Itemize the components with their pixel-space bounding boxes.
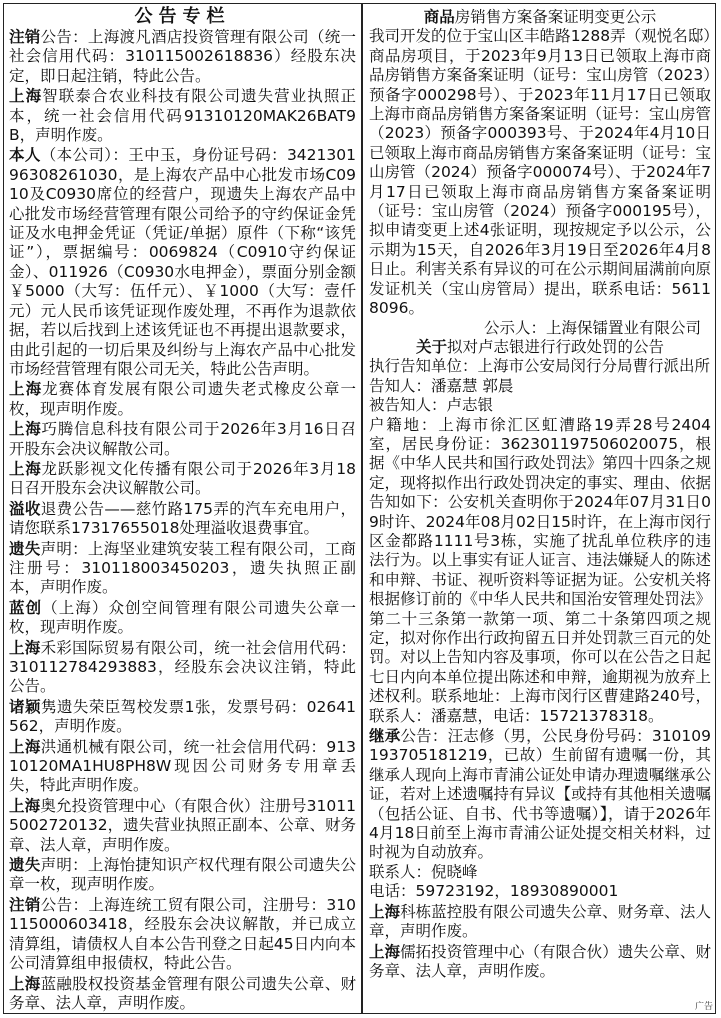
- notice-item: 溢收退费公告——慈竹路175弄的汽车充电用户，请您联系17317655018处理溢收退费事宜。: [9, 499, 356, 538]
- notice-item: 遗失声明：上海坚业建筑安装工程有限公司，工商注册号：310118003450203，遗失执照正副本，声明作废。: [9, 539, 356, 597]
- notice-page-frame: [3, 3, 716, 1014]
- notice-item: 本人（本公司）：王中玉，身份证号码：342130196308261030，是上海农产品中心批发市场C0910及C0930席位的经营户，现遗失上海农产品中心批发市场经营管理有限公司给予的守约保证金凭证及水电押金凭证（凭证/单据）原件（下称“该凭证”），票据编号：0069824（C0910守约保证金）、011926（C0930水电押金），票面分别金额￥5000（大写：伍仟元）、￥1000（大写：壹仟元）元人民币该凭证现作废处理，不再作为退款依据，若以后找到上述该凭证也不再提出退款要求，由此引起的一切后果及纠纷与上海农产品中心批发市场经营管理有限公司无关，特此公告声明。: [9, 146, 356, 378]
- notice-body: 户籍地：上海市徐汇区虹漕路19弄28号2404室，居民身份证：362301197506020075，根据《中华人民共和国行政处罚法》第四十四条之规定，现将拟作出行政处罚决定的事实、理由、依据告知如下：公安机关查明你于2024年07月31日09时许、2024年08月02日15时许，在上海市闵行区金都路1111号3栋，实施了扰乱单位秩序的违法行为。以上事实有证人证言、违法嫌疑人的陈述和申辩、书证、视听资料等证据为证。公安机关将根据修订前的《中华人民共和国治安管理处罚法》第二十三条第一款第一项、第二十条第四项之规定，拟对你作出行政拘留五日并处罚款三百元的处罚。对以上告知内容及事项，你可以在公告之日起七日内向本单位提出陈述和申辩，逾期视为放弃上述权利。联系地址：上海市闵行区曹建路240号，联系人：潘嘉慧，电话：15721378318。: [369, 415, 711, 725]
- column-divider: [361, 4, 363, 1013]
- notice-item: 上海奥允投资管理中心（有限合伙）注册号310115002720132，遗失营业执照正副本、公章、财务章、法人章，声明作废。: [9, 796, 356, 854]
- notice-signer: 公示人：上海保镭置业有限公司: [483, 318, 701, 337]
- notice-item: 遗失声明：上海怡捷知识产权代理有限公司遗失公章一枚，现声明作废。: [9, 856, 356, 894]
- left-column: [4, 4, 360, 1013]
- notice-item: 注销公告：上海渡凡酒店投资管理有限公司（统一社会信用代码：310115002618836）经股东决定，即日起注销，特此公告。: [9, 28, 356, 85]
- notice-item: 上海智联泰合农业科技有限公司遗失营业执照正本，统一社会信用代码91310120MAK26BAT9B，声明作废。: [9, 87, 356, 145]
- notice-item: 上海巧腾信息科技有限公司于2026年3月16日召开股东会决议解散公司。: [9, 420, 356, 458]
- ad-mark: 广告: [694, 1002, 713, 1012]
- notice-item: 上海科栋蓝控股有限公司遗失公章、财务章、法人章，声明作废。: [369, 902, 711, 941]
- notice-line: 告知人：潘嘉慧 郭晨: [369, 376, 514, 395]
- notice-item: 注销公告：上海连统工贸有限公司，注册号：310115000603418，经股东会决议解散，并已成立清算组，请债权人自本公告刊登之日起45日内向本公司清算组申报债权，特此公告。: [9, 895, 356, 973]
- notice-line: 执行告知单位：上海市公安局闵行分局曹行派出所: [369, 357, 711, 376]
- notice-item: 蓝创（上海）众创空间管理有限公司遗失公章一枚，现声明作废。: [9, 598, 356, 637]
- notice-body: 我司开发的位于宝山区丰皓路1288弄（观悦名邸）商品房项目，于2023年9月13日已领取上海市商品房销售方案备案证明（证号：宝山房管（2023）预备字000298号）、于2023年11月17日已领取上海市商品房销售方案备案证明（证号：宝山房管（2023）预备字000393号、于2024年4月10日已领取上海市商品房销售方案备案证明（证号：宝山房管（2024）预备字000074号）、于2024年7月17日已领取上海市商品房销售方案备案证明（证号：宝山房管（2024）预备字000195号），拟申请变更上述4张证明，现按规定予以公示，公示期为15天，自2026年3月19日至2026年4月8日止。利害关系有异议的可在公示期间届满前向原发证机关（宝山房管局）提出，联系电话：56118096。: [369, 27, 711, 318]
- notice-heading: 商品房销售方案备案证明变更公示: [423, 8, 657, 26]
- notice-item: 上海儒拓投资管理中心（有限合伙）遗失公章、财务章、法人章，声明作废。: [369, 942, 711, 980]
- notice-item: 上海洪通机械有限公司，统一社会信用代码：91310120MA1HU8PH8W现因公司财务专用章丢失，特此声明作废。: [9, 737, 356, 795]
- notice-item: 上海龙跃影视文化传播有限公司于2026年3月18日召开股东会决议解散公司。: [9, 459, 356, 498]
- notice-item: 诸颖隽遗失荣臣驾校发票1张，发票号码：02641562，声明作废。: [9, 697, 356, 736]
- right-column: [364, 4, 715, 1013]
- notice-item: 上海禾彩国际贸易有限公司，统一社会信用代码：310112784293883，经股东会决议注销，特此公告。: [9, 638, 356, 696]
- notice-contact: 联系人：倪晓峰: [369, 862, 478, 881]
- notice-item: 继承公告：汪志修（男，公民身份号码：310109193705181219，已故）生前留有遗嘱一份，其继承人现向上海市青浦公证处申请办理遗嘱继承公证，若对上述遗嘱持有异议【或持有其他相关遗嘱（包括公证、自书、代书等遗嘱）】，请于2026年4月18日前至上海市青浦公证处提交相关材料，过时视为自动放弃。: [369, 727, 711, 862]
- notice-heading: 关于拟对卢志银进行行政处罚的公告: [415, 337, 665, 356]
- notice-item: 上海龙赛体育发展有限公司遗失老式橡皮公章一枚，现声明作废。: [9, 380, 356, 418]
- column-title: 公告专栏: [134, 6, 231, 27]
- notice-phone: 电话：59723192，18930890001: [369, 882, 619, 901]
- notice-item: 上海蓝融股权投资基金管理有限公司遗失公章、财务章、法人章，声明作废。: [9, 974, 356, 1012]
- notice-line: 被告知人：卢志银: [369, 396, 494, 415]
